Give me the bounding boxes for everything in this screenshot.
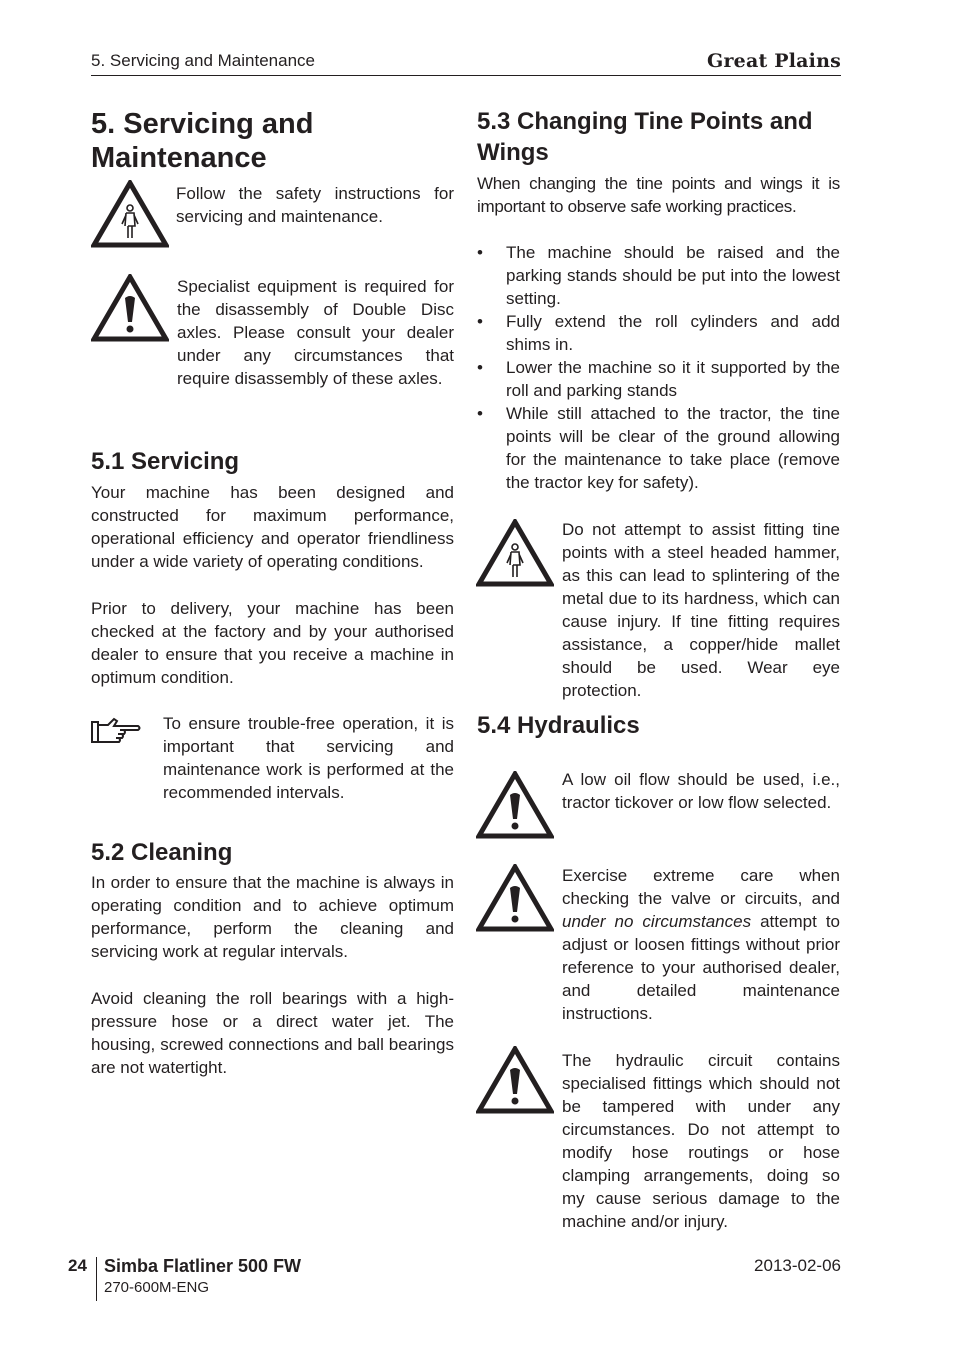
warning-text-specialist: Specialist equipment is required for the disassembly of Double Disc axles. Please consult your dealer under any circumstances that require disassembly of these axles. <box>177 277 454 388</box>
footer-code: 270-600M-ENG <box>104 1279 210 1296</box>
heading-tine-points: 5.3 Changing Tine Points and Wings <box>477 108 813 166</box>
tine-bullet-list <box>477 241 840 494</box>
warning-text-hammer: Do not attempt to assist fitting tine points with a steel headed hammer, as this can lead to splintering of the metal due to its hardness, which can cause injury. If tine fitting requires assistance, a copper/hide mallet should be used. Wear eye protection. <box>562 520 840 700</box>
pointing-hand-icon <box>90 716 142 746</box>
footer-divider <box>96 1257 97 1301</box>
emphasis-text: under no circumstances <box>562 912 752 931</box>
person-warning-triangle-icon <box>91 180 169 248</box>
person-warning-triangle-icon <box>476 519 554 587</box>
tine-intro: When changing the tine points and wings it is important to observe safe working practices. <box>477 174 840 216</box>
list-item: • Fully extend the roll cylinders and add shims in. <box>477 310 840 356</box>
cleaning-paragraph-1: In order to ensure that the machine is always in operating condition and to achieve optimum performance, perform the cleaning and servicing work at regular intervals. <box>91 873 454 961</box>
header-rule <box>91 75 841 76</box>
warning-text-safety: Follow the safety instructions for servicing and maintenance. <box>176 184 454 226</box>
servicing-paragraph-1: Your machine has been designed and constructed for maximum performance, operational efficiency and operator friendliness under a wide variety of operating conditions. <box>91 483 454 571</box>
exclamation-warning-triangle-icon <box>476 864 554 932</box>
warning-text-part: attempt to adjust or loosen fittings without prior reference to your authorised dealer, and detailed maintenance instructions. <box>562 912 840 1023</box>
footer-date: 2013-02-06 <box>754 1256 841 1275</box>
brand-logo-text: Great Plains <box>707 50 841 72</box>
list-item: • Lower the machine so it it supported by the roll and parking stands <box>477 356 840 402</box>
list-item: • While still attached to the tractor, the tine points will be clear of the ground allowing for the maintenance to take place (remove the tractor key for safety). <box>477 402 840 494</box>
exclamation-warning-triangle-icon <box>476 771 554 839</box>
warning-text-fittings: The hydraulic circuit contains specialised fittings which should not be tampered with under any circumstances. Do not attempt to modify hose routings or hose clamping arrangements, doing so my cause serious damage to the machine and/or injury. <box>562 1051 840 1231</box>
warning-text-low-flow: A low oil flow should be used, i.e., tractor tickover or low flow selected. <box>562 770 840 812</box>
page-number: 24 <box>68 1256 87 1275</box>
page-title: 5. Servicing and Maintenance <box>91 108 314 174</box>
running-header: 5. Servicing and Maintenance <box>91 51 315 70</box>
footer-product: Simba Flatliner 500 FW <box>104 1256 302 1276</box>
heading-cleaning: 5.2 Cleaning <box>91 839 233 866</box>
cleaning-paragraph-2: Avoid cleaning the roll bearings with a high-pressure hose or a direct water jet. The housing, screwed connections and ball bearings are not watertight. <box>91 989 454 1077</box>
servicing-paragraph-2: Prior to delivery, your machine has been checked at the factory and by your authorised dealer to ensure that you receive a machine in optimum condition. <box>91 599 454 687</box>
list-item: • The machine should be raised and the parking stands should be put into the lowest setting. <box>477 241 840 310</box>
note-text-intervals: To ensure trouble-free operation, it is important that servicing and maintenance work is performed at the recommended intervals. <box>163 714 454 802</box>
exclamation-warning-triangle-icon <box>476 1046 554 1114</box>
warning-text-extreme-care <box>562 864 840 1025</box>
heading-servicing: 5.1 Servicing <box>91 448 240 475</box>
warning-text-part: Exercise extreme care when checking the valve or circuits, and <box>562 866 840 908</box>
exclamation-warning-triangle-icon <box>91 274 169 342</box>
heading-hydraulics: 5.4 Hydraulics <box>477 712 640 739</box>
